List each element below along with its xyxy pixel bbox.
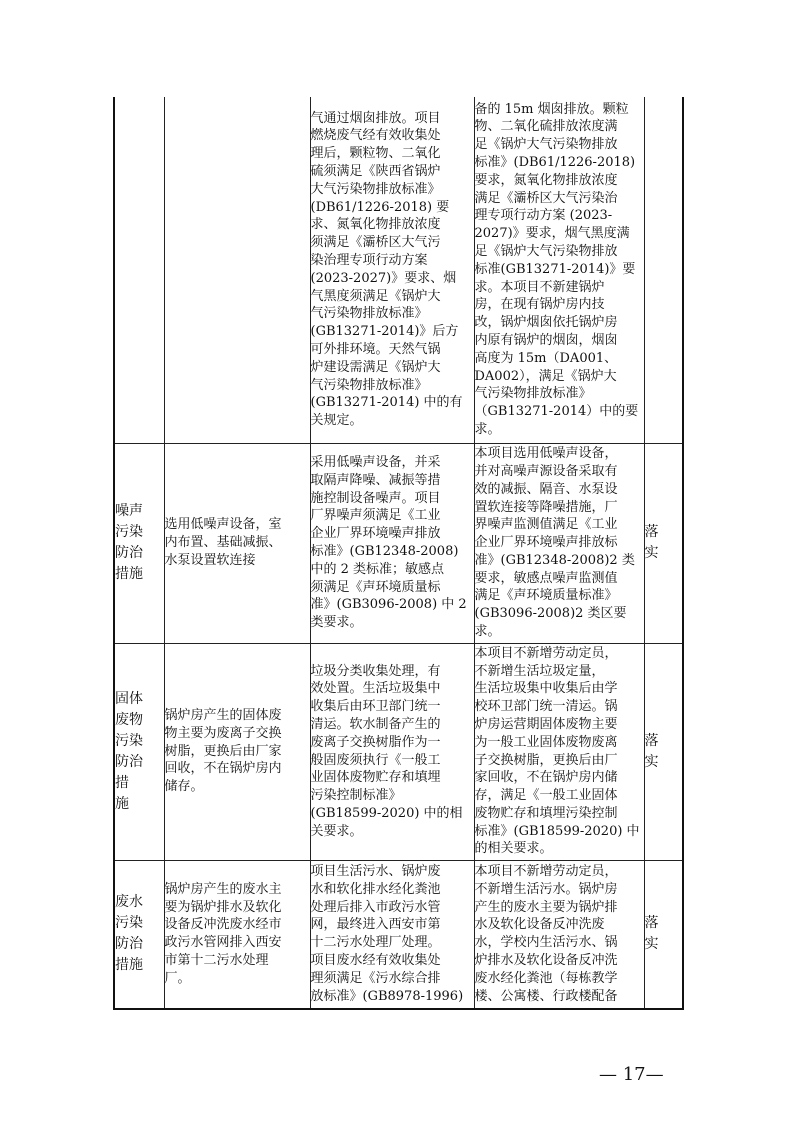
measure-cell bbox=[164, 97, 310, 443]
category-cell: 噪声 污染 防治 措施 bbox=[114, 443, 164, 643]
implementation-cell: 备的 15m 烟囱排放。颗粒 物、二氧化硫排放浓度满 足《锅炉大气污染物排放 标准》(DB61/1226-2018) 要求，氮氧化物排放浓度 满足《灞桥区大气污染治 理专项行动方案 (2023- 2027)》要求，烟气黑度满 足《锅炉大气污染物排放 标准(GB13271-2014)》要 求。本项目不新建锅炉 房，在现有锅炉房内技 改，锅炉烟囱依托锅炉房 内原有锅炉的烟囱，烟囱 高度为 15m（DA001、 DA002），满足《锅炉大 气污染物排放标准》 （GB13271-2014）中的要 求。 bbox=[474, 97, 644, 443]
measure-cell: 锅炉房产生的废水主 要为锅炉排水及软化 设备反冲洗废水经市 政污水管网排入西安 市第十二污水处理 厂。 bbox=[164, 860, 310, 1009]
table-row bbox=[114, 443, 683, 643]
result-cell: 落 实 bbox=[644, 643, 683, 860]
table-row bbox=[114, 97, 683, 443]
requirement-cell: 气通过烟囱排放。项目 燃烧废气经有效收集处 理后，颗粒物、二氧化 硫须满足《陕西省锅炉 大气污染物排放标准》 (DB61/1226-2018) 要 求、氮氧化物排放浓度 须满足《灞桥区大气污 染治理专项行动方案 (2023-2027)》要求、烟 气黑度须满足《锅炉大 气污染物排放标准》 (GB13271-2014)》后方 可外排环境。天然气锅 炉建设需满足《锅炉大 气污染物排放标准》 (GB13271-2014) 中的有 关规定。 bbox=[310, 97, 474, 443]
measure-cell: 锅炉房产生的固体废 物主要为废离子交换 树脂，更换后由厂家 回收，不在锅炉房内 储存。 bbox=[164, 643, 310, 860]
page-number: — 17— bbox=[599, 1064, 664, 1085]
requirement-cell: 采用低噪声设备，并采 取隔声降噪、减振等措 施控制设备噪声。项目 厂界噪声须满足《工业 企业厂界环境噪声排放 标准》(GB12348-2008) 中的 2 类标准；敏感点 须满足《声环境质量标 准》(GB3096-2008) 中 2 类要求。 bbox=[310, 443, 474, 643]
requirement-cell: 垃圾分类收集处理，有 效处置。生活垃圾集中 收集后由环卫部门统一 清运。软水制备产生的 废离子交换树脂作为一 般固废须执行《一般工 业固体废物贮存和填埋 污染控制标准》 (GB18599-2020) 中的相 关要求。 bbox=[310, 643, 474, 860]
category-cell: 固体 废物 污染 防治 措 施 bbox=[114, 643, 164, 860]
result-cell: 落 实 bbox=[644, 860, 683, 1009]
table-row bbox=[114, 643, 683, 860]
implementation-cell: 本项目不新增劳动定员， 不新增生活污水。锅炉房 产生的废水主要为锅炉排 水及软化设备反冲洗废 水，学校内生活污水、锅 炉排水及软化设备反冲洗 废水经化粪池（每栋教学 楼、公寓楼、行政楼配备 bbox=[474, 860, 644, 1009]
requirement-cell: 项目生活污水、锅炉废 水和软化排水经化粪池 处理后排入市政污水管 网，最终进入西安市第 十二污水处理厂处理。 项目废水经有效收集处 理须满足《污水综合排 放标准》(GB8978-1996) bbox=[310, 860, 474, 1009]
implementation-cell: 本项目选用低噪声设备， 并对高噪声源设备采取有 效的减振、隔音、水泵设 置软连接等降噪措施，厂 界噪声监测值满足《工业 企业厂界环境噪声排放标 准》(GB12348-2008)2 类 要求，敏感点噪声监测值 满足《声环境质量标准》 (GB3096-2008)2 类区要 求。 bbox=[474, 443, 644, 643]
table-row bbox=[114, 860, 683, 1009]
result-cell: 落 实 bbox=[644, 443, 683, 643]
category-cell: 废水 污染 防治 措施 bbox=[114, 860, 164, 1009]
measure-cell: 选用低噪声设备，室 内布置、基础减振、 水泵设置软连接 bbox=[164, 443, 310, 643]
implementation-cell: 本项目不新增劳动定员， 不新增生活垃圾定量， 生活垃圾集中收集后由学 校环卫部门统一清运。锅 炉房运营期固体废物主要 为一般工业固体废物废离 子交换树脂，更换后由厂 家回收，不在锅炉房内储 存，满足《一般工业固体 废物贮存和填埋污染控制 标准》(GB18599-2020) 中 的相关要求。 bbox=[474, 643, 644, 860]
result-cell bbox=[644, 97, 683, 443]
category-cell bbox=[114, 97, 164, 443]
measures-table bbox=[113, 97, 684, 1010]
